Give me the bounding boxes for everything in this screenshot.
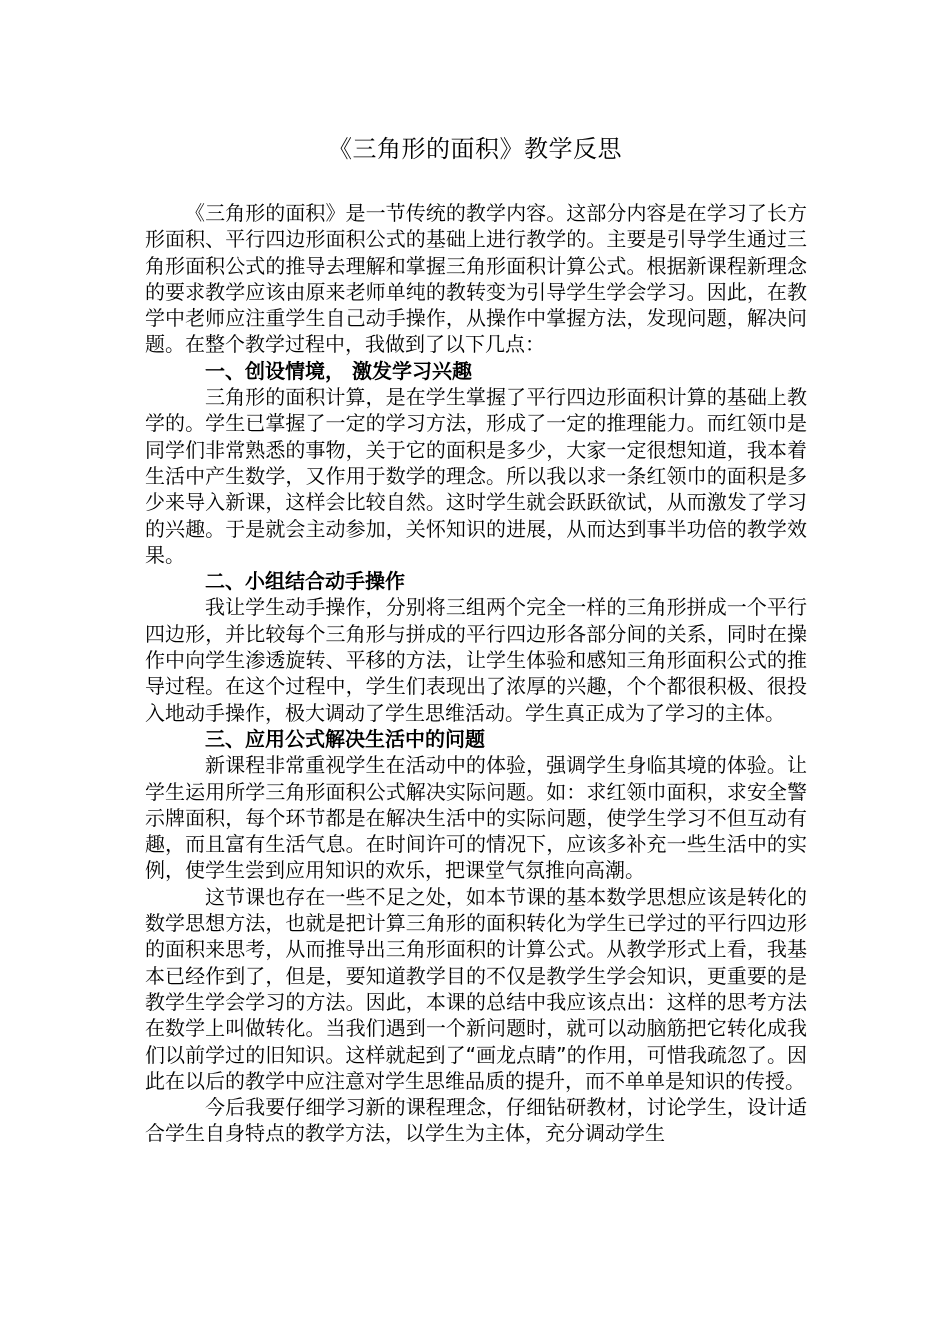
document-title: 《三角形的面积》教学反思 (328, 135, 622, 163)
section-heading-1: 一、创设情境， 激发学习兴趣 (205, 358, 472, 383)
section-paragraph-2: 我让学生动手操作，分别将三组两个完全一样的三角形拼成一个平行四边形，并比较每个三角形与拼成的平行四边形各部分间的关系，同时在操作中向学生渗透旋转、平移的方法，让学生体验和感知三角形面积公式的推导过程。在这个过程中，学生们表现出了浓厚的兴趣，个个都很积极、很投入地动手操作，极大调动了学生思维活动。学生真正成为了学习的主体。 (145, 595, 807, 725)
closing-paragraph: 今后我要仔细学习新的课程理念，仔细钻研教材，讨论学生，设计适合学生自身特点的教学方法，以学生为主体，充分调动学生 (145, 1095, 807, 1146)
section-paragraph-3: 新课程非常重视学生在活动中的体验，强调学生身临其境的体验。让学生运用所学三角形面积公式解决实际问题。如：求红领巾面积，求安全警示牌面积，每个环节都是在解决生活中的实际问题，使学生学习不但互动有趣，而且富有生活气息。在时间许可的情况下，应该多补充一些生活中的实例，使学生尝到应用知识的欢乐，把课堂气氛推向高潮。 (145, 753, 807, 883)
section-paragraph-1: 三角形的面积计算，是在学生掌握了平行四边形面积计算的基础上教学的。学生已掌握了一定的学习方法，形成了一定的推理能力。而红领巾是同学们非常熟悉的事物，关于它的面积是多少，大家一定很想知道，我本着生活中产生数学，又作用于数学的理念。所以我以求一条红领巾的面积是多少来导入新课，这样会比较自然。这时学生就会跃跃欲试，从而激发了学习的兴趣。于是就会主动参加，关怀知识的进展，从而达到事半功倍的教学效果。 (145, 385, 807, 567)
section-heading-2: 二、小组结合动手操作 (205, 569, 405, 594)
document-body (145, 200, 807, 1147)
reflection-paragraph: 这节课也存在一些不足之处，如本节课的基本数学思想应该是转化的数学思想方法，也就是把计算三角形的面积转化为学生已学过的平行四边形的面积来思考，从而推导出三角形面积的计算公式。从教学形式上看，我基本已经作到了，但是，要知道教学目的不仅是教学生学会知识，更重要的是教学生学会学习的方法。因此，本课的总结中我应该点出：这样的思考方法在数学上叫做转化。当我们遇到一个新问题时，就可以动脑筋把它转化成我们以前学过的旧知识。这样就起到了“画龙点睛”的作用，可惜我疏忽了。因此在以后的教学中应注意对学生思维品质的提升，而不单单是知识的传授。 (145, 884, 807, 1093)
section-heading-3: 三、应用公式解决生活中的问题 (205, 726, 485, 751)
intro-paragraph: 《三角形的面积》是一节传统的教学内容。这部分内容是在学习了长方形面积、平行四边形面积公式的基础上进行教学的。主要是引导学生通过三角形面积公式的推导去理解和掌握三角形面积计算公式。根据新课程新理念的要求教学应该由原来老师单纯的教转变为引导学生学会学习。因此，在教学中老师应注重学生自己动手操作，从操作中掌握方法，发现问题，解决问题。在整个教学过程中，我做到了以下几点： (145, 201, 807, 357)
